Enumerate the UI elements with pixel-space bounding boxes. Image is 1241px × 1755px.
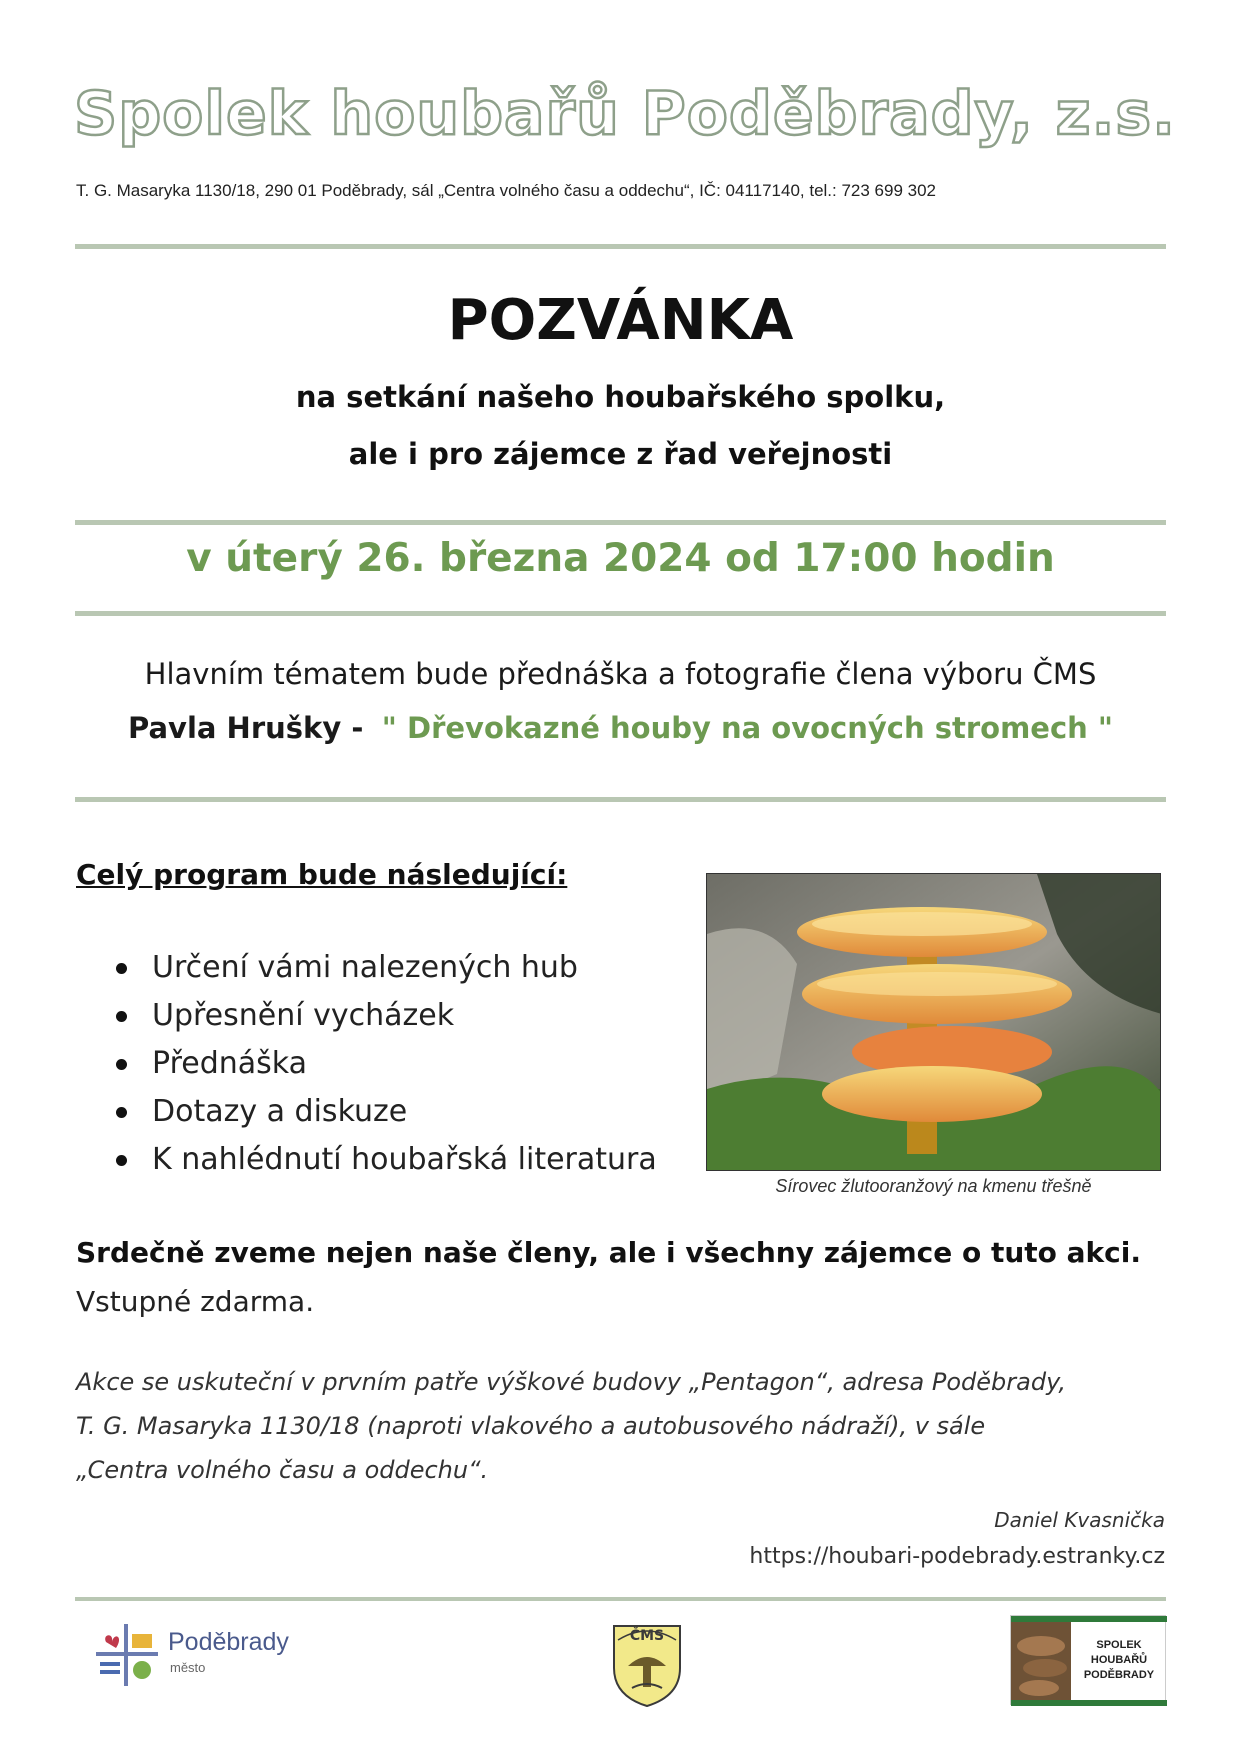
bullet-icon xyxy=(116,963,127,974)
speaker-name: Pavla Hrušky - xyxy=(128,711,364,745)
list-item: Určení vámi nalezených hub xyxy=(112,944,657,992)
cms-logo-text: ČMS xyxy=(629,1628,665,1644)
welcome-text: Srdečně zveme nejen naše členy, ale i všechny zájemce o tuto akci. xyxy=(76,1236,1141,1269)
venue-line: „Centra volného času a oddechu“. xyxy=(76,1456,489,1484)
town-logo-name: Poděbrady xyxy=(168,1628,289,1656)
town-logo-subtitle: město xyxy=(170,1660,206,1675)
club-logo-text: SPOLEK HOUBAŘŮ PODĚBRADY xyxy=(1083,1639,1155,1681)
divider xyxy=(75,797,1166,802)
lecture-title: " Dřevokazné houby na ovocných stromech " xyxy=(381,711,1113,745)
divider xyxy=(75,244,1166,249)
venue-line: T. G. Masaryka 1130/18 (naproti vlakového a autobusového nádraží), v sále xyxy=(76,1412,986,1440)
venue-description xyxy=(76,1360,1176,1492)
list-item: Upřesnění vycházek xyxy=(112,992,657,1040)
program-heading: Celý program bude následující: xyxy=(76,858,568,891)
list-item: K nahlédnutí houbařská literatura xyxy=(112,1136,657,1184)
author-name: Daniel Kvasnička xyxy=(994,1508,1165,1532)
cms-logo xyxy=(608,1618,686,1708)
bullet-icon xyxy=(116,1155,127,1166)
entry-fee-text: Vstupné zdarma. xyxy=(76,1285,315,1318)
club-logo xyxy=(1010,1615,1166,1705)
photo-caption: Sírovec žlutooranžový na kmenu třešně xyxy=(775,1176,1092,1196)
website-url: https://houbari-podebrady.estranky.cz xyxy=(749,1544,1165,1569)
town-emblem-icon xyxy=(92,1618,162,1692)
mushroom-shield-icon xyxy=(608,1618,686,1708)
venue-line: Akce se uskuteční v prvním patře výškové budovy „Pentagon“, adresa Poděbrady, xyxy=(76,1368,1067,1396)
invitation-subline-2: ale i pro zájemce z řad veřejnosti xyxy=(348,437,893,471)
invitation-heading: POZVÁNKA xyxy=(447,288,794,353)
mushroom-photo xyxy=(706,873,1161,1171)
bullet-icon xyxy=(116,1011,127,1022)
program-list xyxy=(112,944,657,1184)
invitation-subline-1: na setkání našeho houbařského spolku, xyxy=(295,380,946,414)
topic-line: Hlavním tématem bude přednáška a fotografie člena výboru ČMS xyxy=(144,657,1097,691)
divider xyxy=(75,520,1166,525)
divider xyxy=(75,1597,1166,1601)
bullet-icon xyxy=(116,1107,127,1118)
divider xyxy=(75,611,1166,616)
topic-speaker-line xyxy=(0,711,1241,745)
org-title: Spolek houbařů Poděbrady, z.s. xyxy=(74,79,1176,149)
list-item: Přednáška xyxy=(112,1040,657,1088)
bullet-icon xyxy=(116,1059,127,1070)
org-address: T. G. Masaryka 1130/18, 290 01 Poděbrady, sál „Centra volného času a oddechu“, IČ: 04117140, tel.: 723 699 302 xyxy=(76,181,937,200)
event-date: v úterý 26. března 2024 od 17:00 hodin xyxy=(186,536,1055,581)
list-item: Dotazy a diskuze xyxy=(112,1088,657,1136)
town-logo xyxy=(92,1618,312,1692)
